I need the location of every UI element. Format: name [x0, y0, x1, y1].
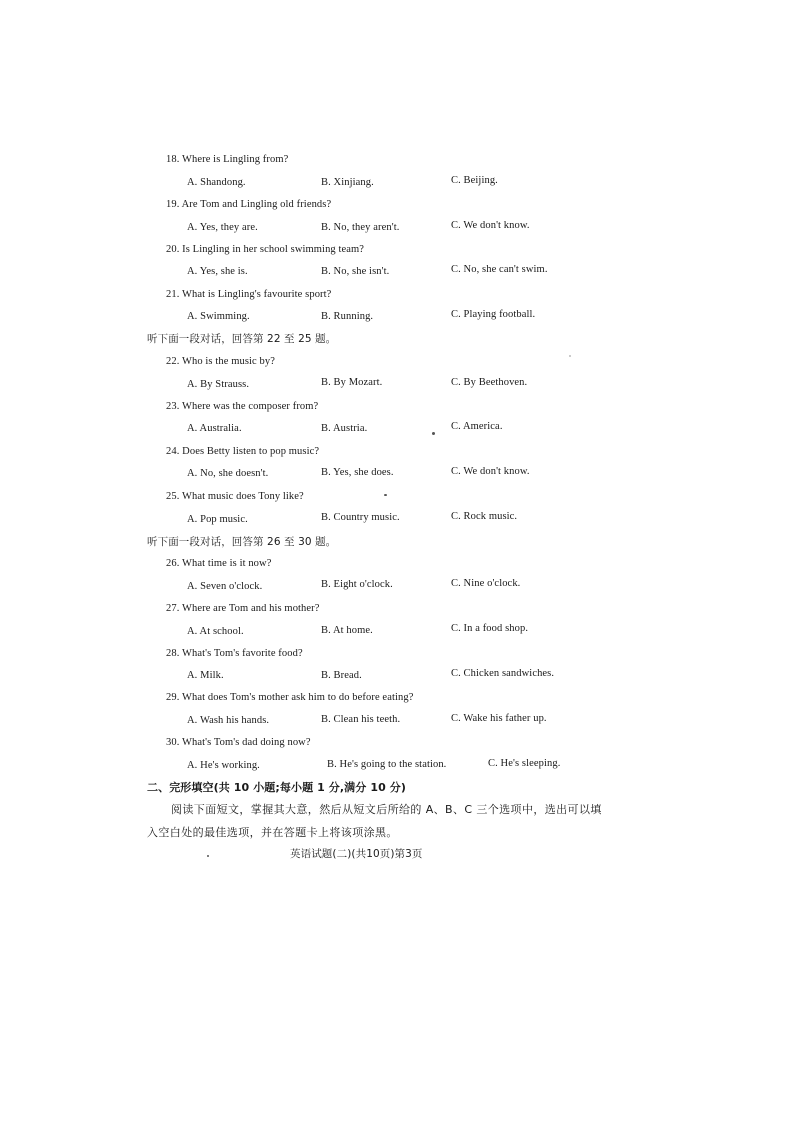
- option-24-c: C. We don't know.: [451, 466, 530, 477]
- question-number: 27.: [166, 603, 180, 614]
- question-number: 25.: [166, 491, 180, 502]
- option-28-a: A. Milk.: [187, 670, 224, 681]
- option-21-b: B. Running.: [321, 311, 374, 322]
- option-25-a: A. Pop music.: [187, 514, 248, 525]
- option-22-a: A. By Strauss.: [187, 379, 250, 390]
- question-text: Where is Lingling from?: [181, 154, 289, 165]
- question-text: Is Lingling in her school swimming team?: [182, 244, 365, 255]
- question-number: 29.: [166, 692, 180, 703]
- option-28-c: C. Chicken sandwiches.: [451, 668, 555, 679]
- question-text: What time is it now?: [181, 558, 272, 569]
- question-29: [166, 691, 413, 705]
- question-19: [166, 198, 331, 212]
- option-22-b: B. By Mozart.: [321, 377, 383, 388]
- option-23-a: A. Australia.: [187, 423, 242, 434]
- question-20: [166, 243, 364, 257]
- question-22: [166, 355, 275, 369]
- option-24-b: B. Yes, she does.: [321, 467, 394, 478]
- option-27-b: B. At home.: [321, 625, 373, 636]
- option-23-b: B. Austria.: [321, 423, 368, 434]
- question-18: [166, 153, 288, 167]
- instruction-26-30: 听下面一段对话，回答第 26 至 30 题。: [147, 536, 337, 548]
- option-22-c: C. By Beethoven.: [451, 377, 528, 388]
- option-21-c: C. Playing football.: [451, 309, 536, 320]
- option-27-c: C. In a food shop.: [451, 623, 529, 634]
- option-26-b: B. Eight o'clock.: [321, 579, 393, 590]
- scan-speck: [207, 855, 209, 857]
- option-19-a: A. Yes, they are.: [187, 222, 258, 233]
- option-29-a: A. Wash his hands.: [187, 715, 270, 726]
- option-20-b: B. No, she isn't.: [321, 266, 390, 277]
- section-2-instructions-line1: 阅读下面短文，掌握其大意，然后从短文后所给的 A、B、C 三个选项中，选出可以填: [171, 803, 602, 816]
- question-text: Where was the composer from?: [181, 401, 319, 412]
- question-text: What music does Tony like?: [181, 491, 304, 502]
- question-number: 30.: [166, 737, 180, 748]
- question-27: [166, 602, 320, 616]
- option-30-c: C. He's sleeping.: [488, 758, 561, 769]
- option-24-a: A. No, she doesn't.: [187, 468, 269, 479]
- scan-speck: [432, 432, 435, 435]
- option-19-c: C. We don't know.: [451, 220, 530, 231]
- instruction-22-25: 听下面一段对话，回答第 22 至 25 题。: [147, 333, 337, 345]
- question-text: What is Lingling's favourite sport?: [181, 289, 332, 300]
- option-25-b: B. Country music.: [321, 512, 400, 523]
- question-number: 20.: [166, 244, 180, 255]
- question-number: 23.: [166, 401, 180, 412]
- option-27-a: A. At school.: [187, 626, 244, 637]
- option-21-a: A. Swimming.: [187, 311, 250, 322]
- question-text: Where are Tom and his mother?: [181, 603, 320, 614]
- question-text: What's Tom's dad doing now?: [181, 737, 311, 748]
- question-number: 28.: [166, 648, 180, 659]
- question-number: 18.: [166, 154, 180, 165]
- question-text: Who is the music by?: [181, 356, 275, 367]
- question-text: Are Tom and Lingling old friends?: [181, 199, 332, 210]
- option-30-b: B. He's going to the station.: [327, 759, 447, 770]
- option-26-c: C. Nine o'clock.: [451, 578, 521, 589]
- option-18-a: A. Shandong.: [187, 177, 246, 188]
- question-28: [166, 647, 303, 661]
- question-24: [166, 445, 319, 459]
- option-18-c: C. Beijing.: [451, 175, 498, 186]
- question-21: [166, 288, 331, 302]
- question-number: 26.: [166, 558, 180, 569]
- option-20-c: C. No, she can't swim.: [451, 264, 548, 275]
- option-23-c: C. America.: [451, 421, 503, 432]
- question-26: [166, 557, 271, 571]
- option-30-a: A. He's working.: [187, 760, 260, 771]
- option-29-b: B. Clean his teeth.: [321, 714, 401, 725]
- question-23: [166, 400, 318, 414]
- question-number: 24.: [166, 446, 180, 457]
- question-number: 22.: [166, 356, 180, 367]
- question-25: [166, 490, 304, 504]
- section-2-instructions-line2: 入空白处的最佳选项，并在答题卡上将该项涂黑。: [147, 826, 398, 839]
- option-29-c: C. Wake his father up.: [451, 713, 547, 724]
- option-19-b: B. No, they aren't.: [321, 222, 400, 233]
- question-text: What does Tom's mother ask him to do before eating?: [181, 692, 414, 703]
- section-2-title: 二、完形填空(共 10 小题;每小题 1 分,满分 10 分): [147, 781, 406, 794]
- question-text: Does Betty listen to pop music?: [182, 446, 320, 457]
- option-25-c: C. Rock music.: [451, 511, 518, 522]
- option-26-a: A. Seven o'clock.: [187, 581, 263, 592]
- question-number: 21.: [166, 289, 180, 300]
- option-20-a: A. Yes, she is.: [187, 266, 248, 277]
- option-18-b: B. Xinjiang.: [321, 177, 374, 188]
- question-text: What's Tom's favorite food?: [181, 648, 303, 659]
- page-footer: 英语试题(二)(共10页)第3页: [290, 848, 423, 860]
- question-30: [166, 736, 311, 750]
- question-number: 19.: [166, 199, 180, 210]
- option-28-b: B. Bread.: [321, 670, 362, 681]
- scan-speck: [384, 494, 387, 496]
- scan-speck: [569, 355, 571, 357]
